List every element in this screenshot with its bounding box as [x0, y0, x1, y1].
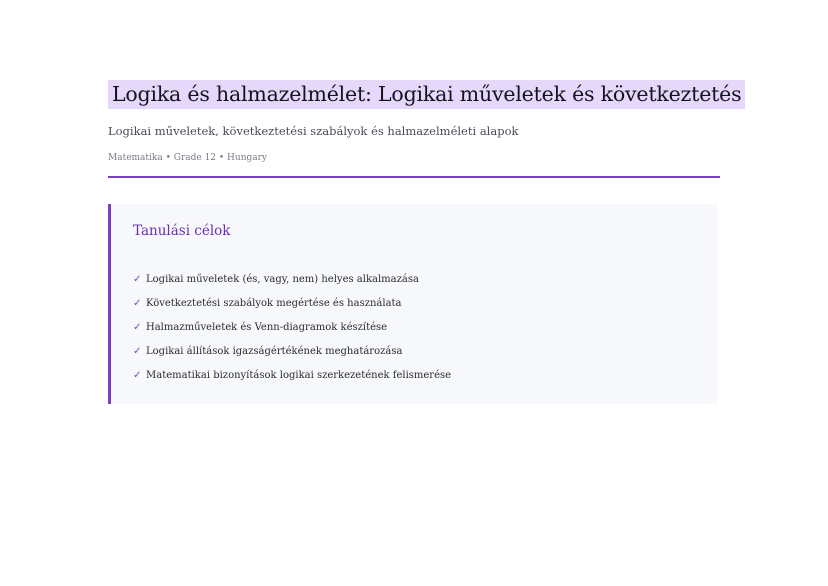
objectives-list — [133, 267, 717, 387]
document-page — [108, 80, 742, 404]
checkmark-icon: ✓ — [133, 345, 142, 357]
header-divider — [108, 176, 720, 178]
checkmark-icon: ✓ — [133, 321, 142, 333]
objective-text: Logikai műveletek (és, vagy, nem) helyes alkalmazása — [146, 273, 419, 285]
objective-text: Következtetési szabályok megértése és használata — [146, 297, 402, 309]
objective-text: Halmazműveletek és Venn-diagramok készítése — [146, 321, 388, 333]
objective-item — [133, 339, 717, 363]
checkmark-icon: ✓ — [133, 273, 142, 285]
objective-item — [133, 267, 717, 291]
checkmark-icon: ✓ — [133, 369, 142, 381]
objective-text: Matematikai bizonyítások logikai szerkezetének felismerése — [146, 369, 452, 381]
objectives-heading: Tanulási célok — [133, 223, 231, 239]
page-meta: Matematika • Grade 12 • Hungary — [108, 153, 268, 163]
page-title: Logika és halmazelmélet: Logikai műveletek és következtetés — [108, 80, 745, 109]
objective-item — [133, 315, 717, 339]
objective-item — [133, 291, 717, 315]
objective-item — [133, 363, 717, 387]
objective-text: Logikai állítások igazságértékének meghatározása — [146, 345, 403, 357]
learning-objectives-panel — [108, 204, 717, 404]
page-subtitle: Logikai műveletek, következtetési szabályok és halmazelméleti alapok — [108, 124, 519, 138]
checkmark-icon: ✓ — [133, 297, 142, 309]
